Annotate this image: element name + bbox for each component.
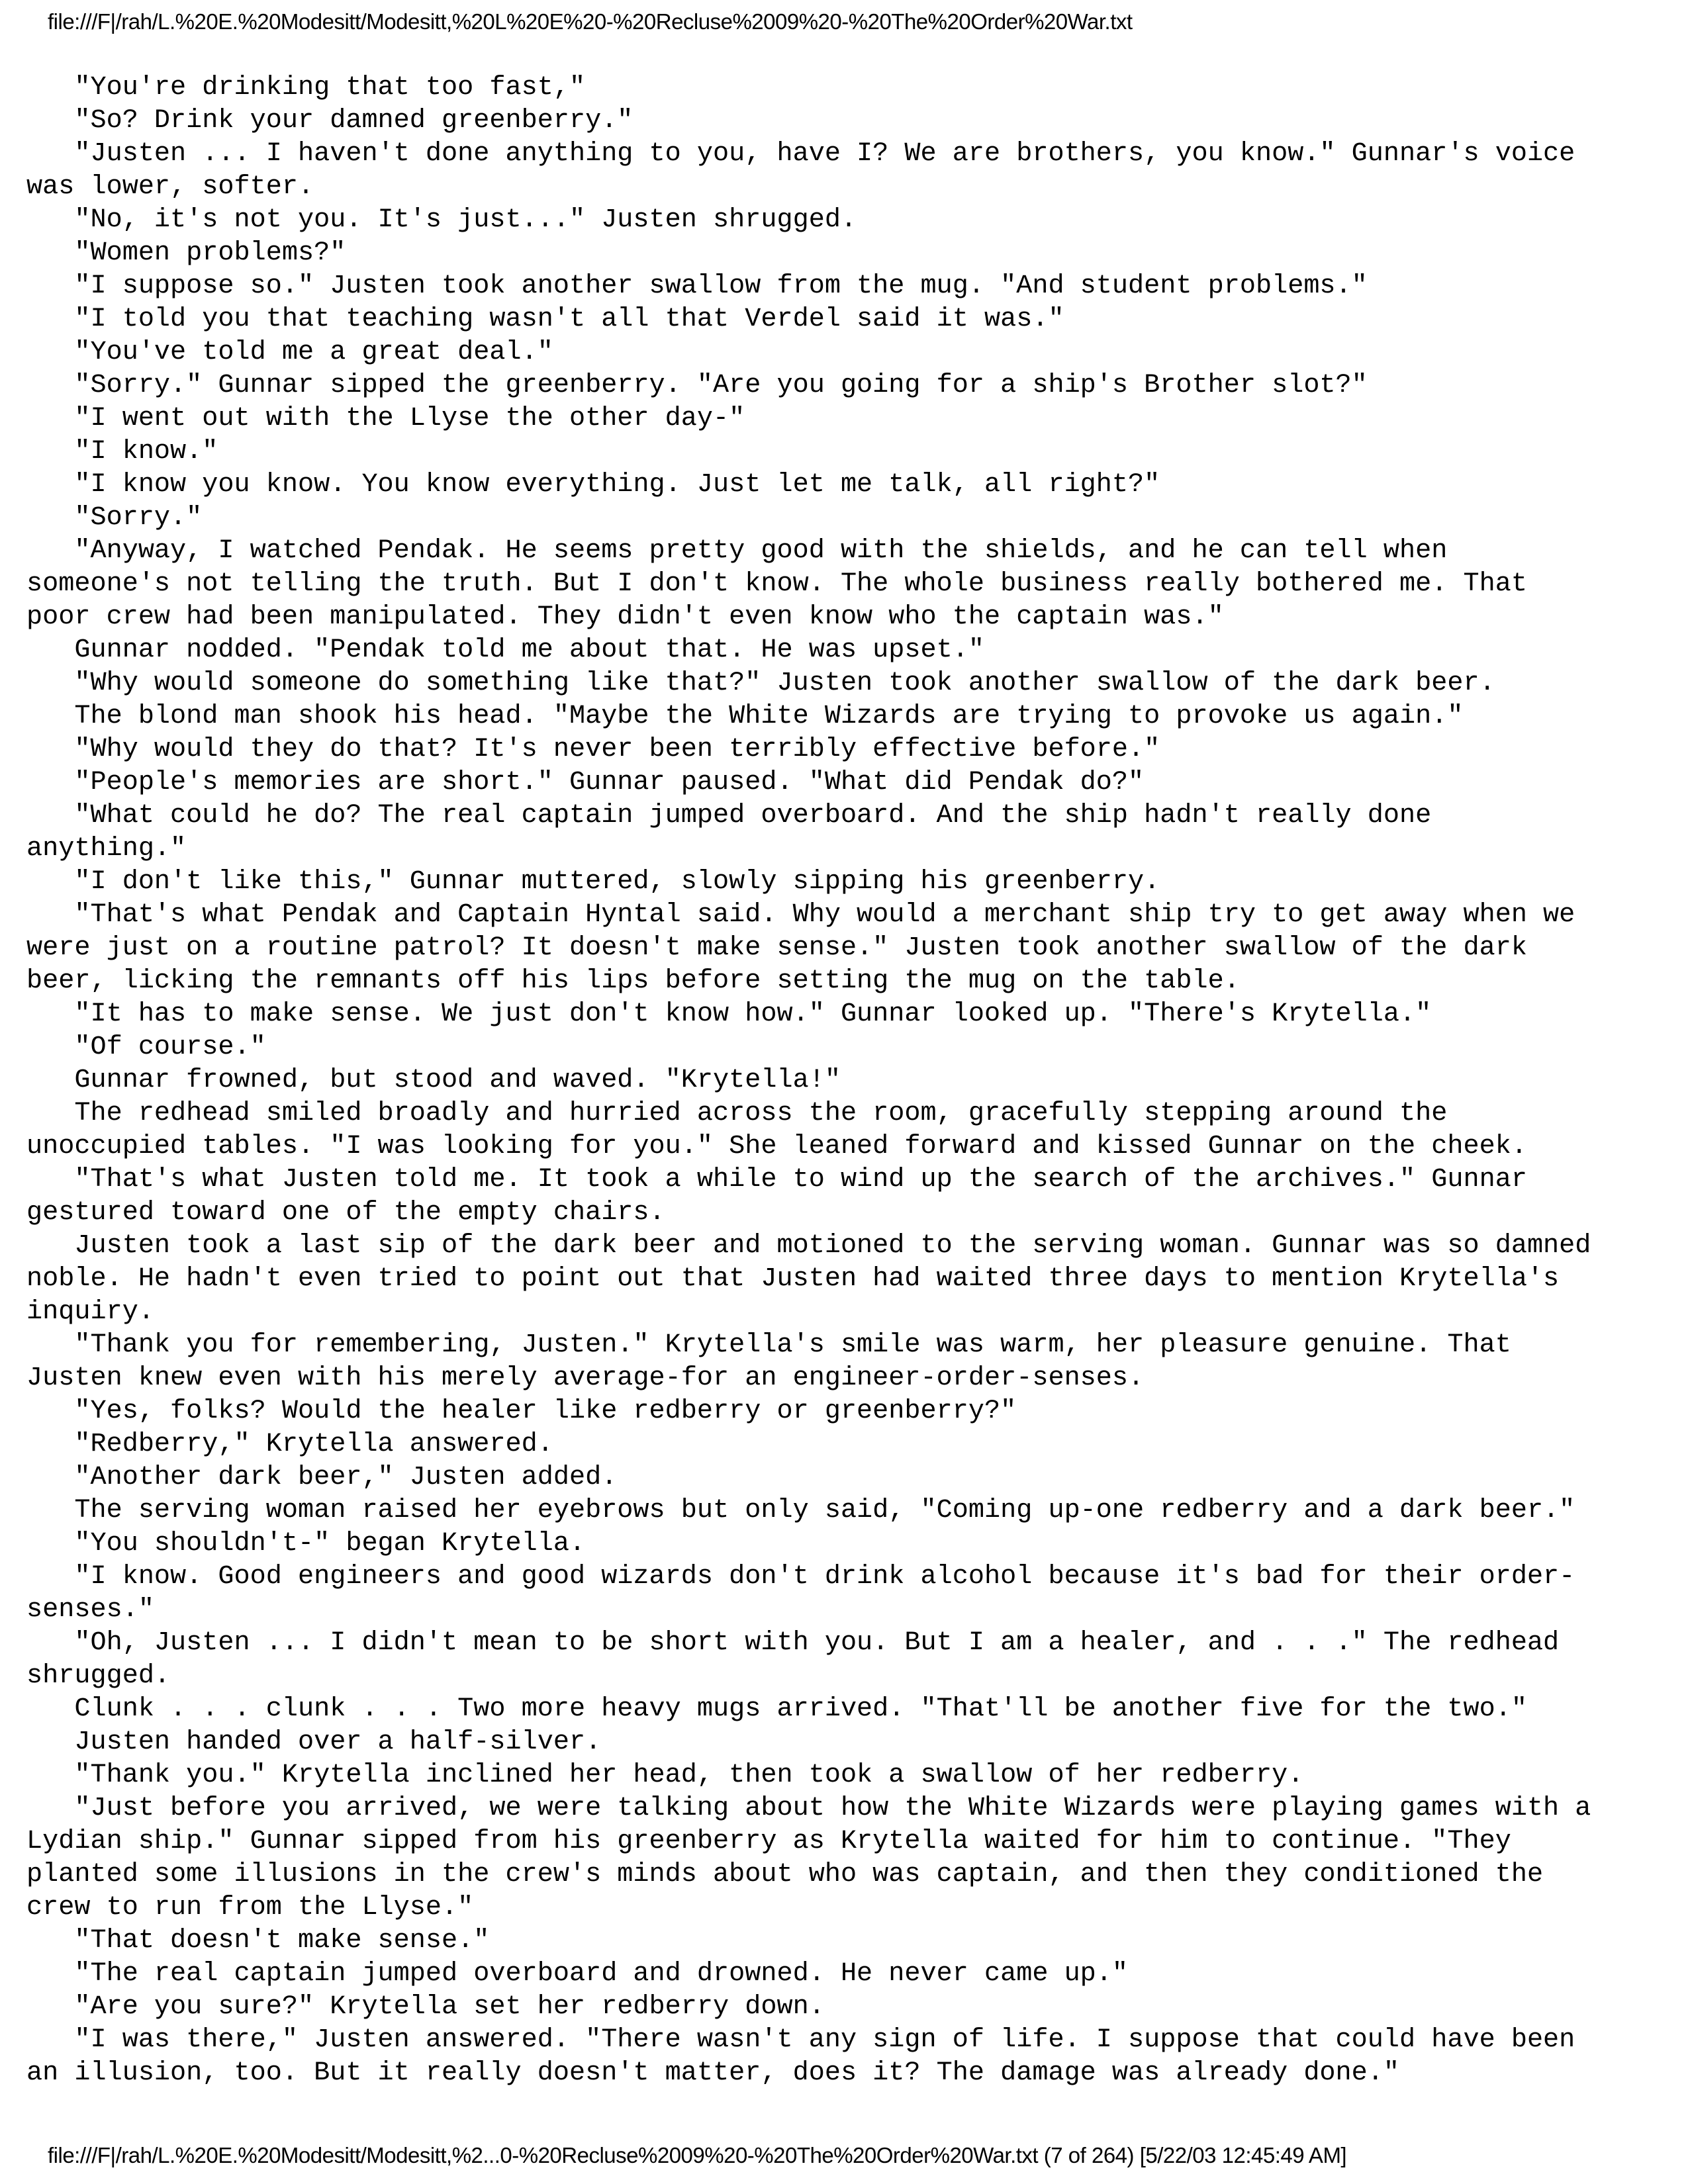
text-line: "You've told me a great deal." [26,338,553,367]
text-line: "Thank you for remembering, Justen." Krytella's smile was warm, her pleasure genuine. That [26,1330,1511,1360]
text-line: "I don't like this," Gunnar muttered, slowly sipping his greenberry. [26,867,1160,897]
text-line: "I know." [26,437,218,467]
text-line: poor crew had been manipulated. They didn't even know who the captain was." [26,602,1224,632]
text-line: senses." [26,1595,154,1625]
text-line: "Of course." [26,1032,266,1062]
footer-file-path: file:///F|/rah/L.%20E.%20Modesitt/Modesitt,%2...0-%20Recluse%2009%20-%20The%20Order%20War.txt (7 of 264) [5/22/03 12:45:49 AM] [48,2143,1347,2167]
text-line: "I was there," Justen answered. "There wasn't any sign of life. I suppose that could have been [26,2025,1575,2055]
text-line: "What could he do? The real captain jumped overboard. And the ship hadn't really done [26,801,1432,831]
text-line: "Why would they do that? It's never been terribly effective before." [26,735,1160,764]
text-line: "Sorry." [26,503,203,533]
text-line: "Anyway, I watched Pendak. He seems pretty good with the shields, and he can tell when [26,536,1448,566]
text-line: anything." [26,834,187,864]
text-line: Justen handed over a half-silver. [26,1727,602,1757]
text-line: "The real captain jumped overboard and drowned. He never came up." [26,1959,1129,1989]
text-line: "Justen ... I haven't done anything to you, have I? We are brothers, you know." Gunnar's voice [26,139,1575,169]
text-line: Justen took a last sip of the dark beer and motioned to the serving woman. Gunnar was so damned [26,1231,1591,1261]
text-line: an illusion, too. But it really doesn't matter, does it? The damage was already done." [26,2058,1400,2088]
text-line: "So? Drink your damned greenberry." [26,106,633,136]
text-line: "That's what Justen told me. It took a while to wind up the search of the archives." Gunnar [26,1165,1527,1195]
text-line: "That's what Pendak and Captain Hyntal said. Why would a merchant ship try to get away when we [26,900,1575,930]
text-line: "I went out with the Llyse the other day-" [26,404,745,433]
text-line: shrugged. [26,1661,171,1691]
text-line: "You shouldn't-" began Krytella. [26,1529,586,1559]
text-line: unoccupied tables. "I was looking for you." She leaned forward and kissed Gunnar on the cheek. [26,1132,1527,1161]
text-line: "I told you that teaching wasn't all that Verdel said it was." [26,304,1064,334]
text-line: Justen knew even with his merely average-for an engineer-order-senses. [26,1363,1145,1393]
text-line: someone's not telling the truth. But I don't know. The whole business really bothered me. That [26,569,1527,599]
text-line: were just on a routine patrol? It doesn't make sense." Justen took another swallow of the dark [26,933,1527,963]
text-line: inquiry. [26,1297,154,1327]
text-line: The serving woman raised her eyebrows but only said, "Coming up-one redberry and a dark beer." [26,1496,1575,1525]
text-line: "No, it's not you. It's just..." Justen shrugged. [26,205,857,235]
text-line: Gunnar frowned, but stood and waved. "Krytella!" [26,1066,841,1095]
text-line: noble. He hadn't even tried to point out that Justen had waited three days to mention Krytella's [26,1264,1560,1294]
text-line: Gunnar nodded. "Pendak told me about that. He was upset." [26,635,984,665]
text-line: The blond man shook his head. "Maybe the White Wizards are trying to provoke us again." [26,702,1464,731]
text-line: "People's memories are short." Gunnar paused. "What did Pendak do?" [26,768,1145,797]
text-line: "Redberry," Krytella answered. [26,1430,553,1459]
text-line: "Women problems?" [26,238,346,268]
text-line: "Thank you." Krytella inclined her head, then took a swallow of her redberry. [26,1760,1304,1790]
text-line: "Yes, folks? Would the healer like redberry or greenberry?" [26,1396,1017,1426]
document-text-body [26,71,1668,2090]
text-line: "Oh, Justen ... I didn't mean to be short with you. But I am a healer, and . . ." The redhead [26,1628,1560,1658]
text-line: "Another dark beer," Justen added. [26,1463,618,1492]
header-file-path: file:///F|/rah/L.%20E.%20Modesitt/Modesitt,%20L%20E%20-%20Recluse%2009%20-%20The%20Order%20War.txt [48,9,1133,34]
text-line: planted some illusions in the crew's minds about who was captain, and then they conditioned the [26,1860,1544,1889]
text-line: "You're drinking that too fast," [26,73,586,103]
text-line: Lydian ship." Gunnar sipped from his greenberry as Krytella waited for him to continue. "They [26,1827,1511,1856]
text-line: "Why would someone do something like that?" Justen took another swallow of the dark beer. [26,668,1495,698]
text-line: "Just before you arrived, we were talking about how the White Wizards were playing games with a [26,1794,1591,1823]
text-line: "Are you sure?" Krytella set her redberry down. [26,1992,825,2022]
text-line: Clunk . . . clunk . . . Two more heavy mugs arrived. "That'll be another five for the two." [26,1694,1527,1724]
text-line: was lower, softer. [26,172,314,202]
text-line: "I know. Good engineers and good wizards don't drink alcohol because it's bad for their order- [26,1562,1575,1592]
text-line: The redhead smiled broadly and hurried across the room, gracefully stepping around the [26,1099,1448,1128]
text-line: "It has to make sense. We just don't know how." Gunnar looked up. "There's Krytella." [26,999,1432,1029]
text-line: crew to run from the Llyse." [26,1893,474,1923]
text-line: gestured toward one of the empty chairs. [26,1198,665,1228]
text-line: "I suppose so." Justen took another swallow from the mug. "And student problems." [26,271,1368,301]
text-line: beer, licking the remnants off his lips before setting the mug on the table. [26,966,1240,996]
text-line: "I know you know. You know everything. Just let me talk, all right?" [26,470,1160,500]
text-line: "That doesn't make sense." [26,1926,490,1956]
text-line: "Sorry." Gunnar sipped the greenberry. "Are you going for a ship's Brother slot?" [26,371,1368,400]
